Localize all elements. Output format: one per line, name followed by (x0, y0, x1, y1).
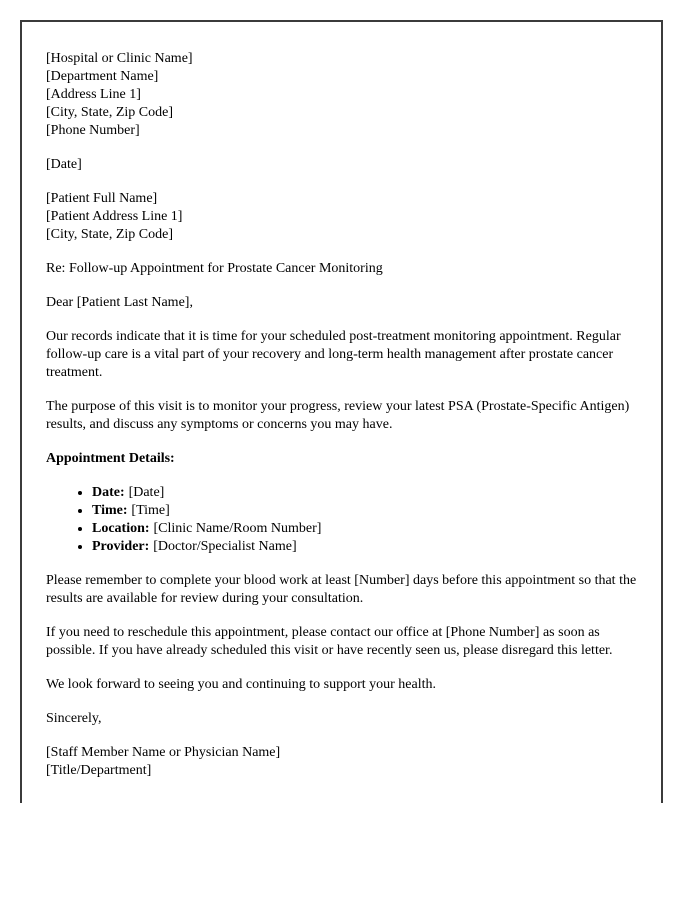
sender-phone-line: [Phone Number] (46, 123, 140, 138)
date-line: [Date] (46, 157, 82, 172)
body-paragraph-1: Our records indicate that it is time for your scheduled post-treatment monitoring appointment. Regular follow-up care is a vital part of your recovery and long-term health management after prostate cancer treatment. (46, 329, 621, 380)
detail-value-provider: [Doctor/Specialist Name] (153, 539, 297, 554)
detail-item-time (92, 502, 637, 520)
recipient-address-line: [Patient Address Line 1] (46, 209, 183, 224)
appointment-details-heading: Appointment Details: (46, 451, 175, 466)
detail-item-provider (92, 538, 637, 556)
detail-item-location (92, 520, 637, 538)
detail-label-date: Date: (92, 485, 125, 500)
signature-block (46, 744, 637, 780)
detail-label-location: Location: (92, 521, 150, 536)
salutation: Dear [Patient Last Name], (46, 295, 193, 310)
detail-value-time: [Time] (131, 503, 170, 518)
signature-name: [Staff Member Name or Physician Name] (46, 745, 281, 760)
closing: Sincerely, (46, 711, 102, 726)
body-paragraph-5: We look forward to seeing you and continuing to support your health. (46, 677, 437, 692)
detail-item-date (92, 484, 637, 502)
detail-value-date: [Date] (128, 485, 165, 500)
subject-line: Re: Follow-up Appointment for Prostate Cancer Monitoring (46, 261, 383, 276)
detail-label-time: Time: (92, 503, 128, 518)
letter-page (20, 20, 663, 803)
signature-title: [Title/Department] (46, 763, 152, 778)
body-paragraph-3: Please remember to complete your blood work at least [Number] days before this appointment so that the results are available for review during your consultation. (46, 573, 637, 606)
sender-address-block (46, 50, 637, 140)
letter-date (46, 156, 637, 174)
appointment-details-list (46, 484, 637, 556)
body-paragraph-4: If you need to reschedule this appointment, please contact our office at [Phone Number] as soon as possible. If you have already scheduled this visit or have recently seen us, please disregard this letter. (46, 625, 613, 658)
recipient-address-block (46, 190, 637, 244)
recipient-name-line: [Patient Full Name] (46, 191, 158, 206)
sender-address-line: [Address Line 1] (46, 87, 141, 102)
sender-department-line: [Department Name] (46, 69, 159, 84)
detail-label-provider: Provider: (92, 539, 150, 554)
detail-value-location: [Clinic Name/Room Number] (153, 521, 322, 536)
recipient-city-line: [City, State, Zip Code] (46, 227, 174, 242)
sender-city-line: [City, State, Zip Code] (46, 105, 174, 120)
body-paragraph-2: The purpose of this visit is to monitor your progress, review your latest PSA (Prostate-Specific Antigen) results, and discuss any symptoms or concerns you may have. (46, 399, 630, 432)
sender-name-line: [Hospital or Clinic Name] (46, 51, 193, 66)
